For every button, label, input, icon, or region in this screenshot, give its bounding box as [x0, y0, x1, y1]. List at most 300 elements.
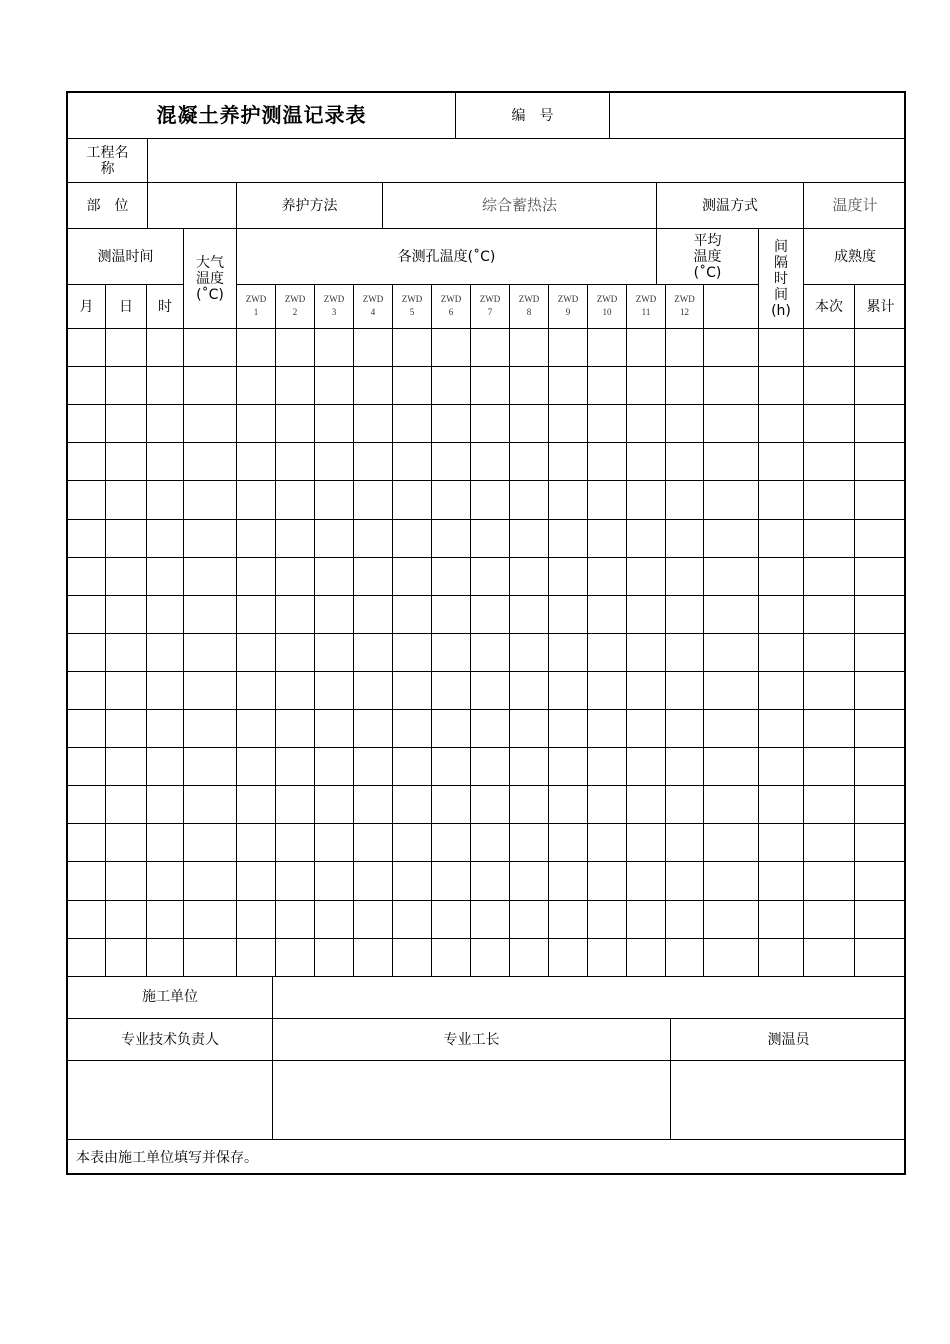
table-cell[interactable] — [759, 596, 804, 634]
table-cell[interactable] — [588, 786, 627, 824]
table-cell[interactable] — [759, 939, 804, 977]
table-cell[interactable] — [315, 481, 354, 520]
table-cell[interactable] — [588, 558, 627, 596]
table-cell[interactable] — [276, 443, 315, 481]
table-cell[interactable] — [237, 329, 276, 367]
table-cell[interactable] — [432, 481, 471, 520]
table-cell[interactable] — [759, 443, 804, 481]
table-cell[interactable] — [237, 367, 276, 405]
table-cell[interactable] — [184, 748, 237, 786]
table-cell[interactable] — [549, 520, 588, 558]
table-cell[interactable] — [393, 786, 432, 824]
table-cell[interactable] — [354, 939, 393, 977]
table-cell[interactable] — [184, 596, 237, 634]
table-cell[interactable] — [237, 939, 276, 977]
table-cell[interactable] — [471, 786, 510, 824]
table-cell[interactable] — [237, 824, 276, 862]
table-cell[interactable] — [549, 786, 588, 824]
table-cell[interactable] — [393, 481, 432, 520]
table-cell[interactable] — [237, 405, 276, 443]
table-cell[interactable] — [627, 786, 666, 824]
table-cell[interactable] — [106, 748, 147, 786]
table-cell[interactable] — [510, 786, 549, 824]
table-cell[interactable] — [432, 672, 471, 710]
table-cell[interactable] — [704, 443, 759, 481]
table-cell[interactable] — [106, 672, 147, 710]
table-cell[interactable] — [804, 596, 855, 634]
table-cell[interactable] — [804, 367, 855, 405]
table-cell[interactable] — [147, 405, 184, 443]
table-cell[interactable] — [627, 862, 666, 901]
recorder-signature[interactable] — [671, 1061, 906, 1140]
table-cell[interactable] — [471, 443, 510, 481]
table-cell[interactable] — [855, 329, 906, 367]
table-cell[interactable] — [627, 405, 666, 443]
table-cell[interactable] — [627, 443, 666, 481]
table-cell[interactable] — [588, 367, 627, 405]
table-cell[interactable] — [68, 786, 106, 824]
table-cell[interactable] — [804, 634, 855, 672]
table-cell[interactable] — [276, 862, 315, 901]
project-name-field[interactable] — [148, 139, 906, 183]
table-cell[interactable] — [588, 748, 627, 786]
table-cell[interactable] — [432, 862, 471, 901]
table-cell[interactable] — [276, 367, 315, 405]
table-cell[interactable] — [147, 329, 184, 367]
table-cell[interactable] — [432, 367, 471, 405]
table-cell[interactable] — [276, 748, 315, 786]
table-cell[interactable] — [184, 405, 237, 443]
table-cell[interactable] — [471, 939, 510, 977]
table-cell[interactable] — [147, 367, 184, 405]
table-cell[interactable] — [666, 558, 704, 596]
table-cell[interactable] — [759, 634, 804, 672]
table-cell[interactable] — [106, 786, 147, 824]
table-cell[interactable] — [354, 710, 393, 748]
table-cell[interactable] — [627, 596, 666, 634]
table-cell[interactable] — [627, 367, 666, 405]
table-cell[interactable] — [804, 824, 855, 862]
table-cell[interactable] — [759, 558, 804, 596]
measure-method-value[interactable]: 温度计 — [804, 183, 906, 229]
table-cell[interactable] — [666, 672, 704, 710]
table-cell[interactable] — [354, 443, 393, 481]
table-cell[interactable] — [471, 596, 510, 634]
table-cell[interactable] — [666, 481, 704, 520]
table-cell[interactable] — [276, 824, 315, 862]
table-cell[interactable] — [471, 672, 510, 710]
table-cell[interactable] — [549, 634, 588, 672]
table-cell[interactable] — [354, 558, 393, 596]
number-field[interactable] — [610, 93, 906, 139]
table-cell[interactable] — [510, 405, 549, 443]
table-cell[interactable] — [627, 481, 666, 520]
table-cell[interactable] — [354, 748, 393, 786]
table-cell[interactable] — [588, 520, 627, 558]
table-cell[interactable] — [432, 939, 471, 977]
table-cell[interactable] — [393, 710, 432, 748]
table-cell[interactable] — [855, 405, 906, 443]
table-cell[interactable] — [106, 901, 147, 939]
table-cell[interactable] — [510, 443, 549, 481]
table-cell[interactable] — [855, 634, 906, 672]
table-cell[interactable] — [106, 710, 147, 748]
table-cell[interactable] — [432, 558, 471, 596]
table-cell[interactable] — [471, 405, 510, 443]
table-cell[interactable] — [471, 481, 510, 520]
table-cell[interactable] — [68, 596, 106, 634]
table-cell[interactable] — [315, 558, 354, 596]
table-cell[interactable] — [106, 329, 147, 367]
table-cell[interactable] — [666, 824, 704, 862]
table-cell[interactable] — [471, 710, 510, 748]
table-cell[interactable] — [588, 405, 627, 443]
table-cell[interactable] — [666, 329, 704, 367]
table-cell[interactable] — [276, 558, 315, 596]
table-cell[interactable] — [627, 710, 666, 748]
table-cell[interactable] — [147, 939, 184, 977]
table-cell[interactable] — [549, 443, 588, 481]
table-cell[interactable] — [184, 329, 237, 367]
table-cell[interactable] — [315, 786, 354, 824]
table-cell[interactable] — [68, 520, 106, 558]
table-cell[interactable] — [855, 824, 906, 862]
table-cell[interactable] — [804, 520, 855, 558]
table-cell[interactable] — [432, 329, 471, 367]
table-cell[interactable] — [106, 558, 147, 596]
table-cell[interactable] — [588, 481, 627, 520]
table-cell[interactable] — [147, 596, 184, 634]
table-cell[interactable] — [68, 710, 106, 748]
table-cell[interactable] — [804, 748, 855, 786]
table-cell[interactable] — [184, 672, 237, 710]
table-cell[interactable] — [759, 710, 804, 748]
table-cell[interactable] — [855, 367, 906, 405]
table-cell[interactable] — [666, 748, 704, 786]
table-cell[interactable] — [237, 481, 276, 520]
table-cell[interactable] — [106, 939, 147, 977]
table-cell[interactable] — [354, 596, 393, 634]
table-cell[interactable] — [106, 367, 147, 405]
table-cell[interactable] — [68, 862, 106, 901]
table-cell[interactable] — [432, 824, 471, 862]
table-cell[interactable] — [759, 901, 804, 939]
table-cell[interactable] — [855, 520, 906, 558]
table-cell[interactable] — [666, 520, 704, 558]
table-cell[interactable] — [804, 329, 855, 367]
table-cell[interactable] — [471, 520, 510, 558]
table-cell[interactable] — [666, 405, 704, 443]
table-cell[interactable] — [471, 558, 510, 596]
table-cell[interactable] — [147, 748, 184, 786]
table-cell[interactable] — [354, 520, 393, 558]
table-cell[interactable] — [184, 939, 237, 977]
position-field[interactable] — [148, 183, 237, 229]
table-cell[interactable] — [588, 939, 627, 977]
table-cell[interactable] — [354, 672, 393, 710]
table-cell[interactable] — [549, 367, 588, 405]
table-cell[interactable] — [549, 596, 588, 634]
table-cell[interactable] — [471, 901, 510, 939]
table-cell[interactable] — [510, 520, 549, 558]
table-cell[interactable] — [276, 672, 315, 710]
table-cell[interactable] — [68, 824, 106, 862]
table-cell[interactable] — [68, 329, 106, 367]
table-cell[interactable] — [393, 520, 432, 558]
table-cell[interactable] — [759, 481, 804, 520]
table-cell[interactable] — [510, 481, 549, 520]
table-cell[interactable] — [315, 443, 354, 481]
table-cell[interactable] — [666, 596, 704, 634]
table-cell[interactable] — [804, 672, 855, 710]
table-cell[interactable] — [471, 824, 510, 862]
table-cell[interactable] — [393, 329, 432, 367]
table-cell[interactable] — [666, 367, 704, 405]
table-cell[interactable] — [666, 710, 704, 748]
table-cell[interactable] — [354, 329, 393, 367]
table-cell[interactable] — [704, 710, 759, 748]
table-cell[interactable] — [471, 748, 510, 786]
table-cell[interactable] — [147, 634, 184, 672]
table-cell[interactable] — [704, 634, 759, 672]
table-cell[interactable] — [276, 901, 315, 939]
table-cell[interactable] — [510, 329, 549, 367]
table-cell[interactable] — [315, 672, 354, 710]
table-cell[interactable] — [147, 443, 184, 481]
table-cell[interactable] — [432, 520, 471, 558]
table-cell[interactable] — [68, 748, 106, 786]
table-cell[interactable] — [627, 329, 666, 367]
table-cell[interactable] — [549, 710, 588, 748]
table-cell[interactable] — [147, 520, 184, 558]
table-cell[interactable] — [147, 710, 184, 748]
table-cell[interactable] — [510, 710, 549, 748]
table-cell[interactable] — [804, 786, 855, 824]
table-cell[interactable] — [68, 634, 106, 672]
table-cell[interactable] — [704, 786, 759, 824]
table-cell[interactable] — [510, 634, 549, 672]
table-cell[interactable] — [276, 634, 315, 672]
table-cell[interactable] — [68, 558, 106, 596]
table-cell[interactable] — [759, 672, 804, 710]
table-cell[interactable] — [276, 520, 315, 558]
table-cell[interactable] — [759, 329, 804, 367]
table-cell[interactable] — [393, 405, 432, 443]
table-cell[interactable] — [759, 862, 804, 901]
table-cell[interactable] — [855, 672, 906, 710]
table-cell[interactable] — [354, 634, 393, 672]
table-cell[interactable] — [549, 748, 588, 786]
table-cell[interactable] — [666, 634, 704, 672]
table-cell[interactable] — [627, 634, 666, 672]
table-cell[interactable] — [704, 405, 759, 443]
table-cell[interactable] — [471, 367, 510, 405]
table-cell[interactable] — [184, 862, 237, 901]
table-cell[interactable] — [759, 520, 804, 558]
table-cell[interactable] — [106, 824, 147, 862]
table-cell[interactable] — [106, 596, 147, 634]
table-cell[interactable] — [68, 481, 106, 520]
table-cell[interactable] — [315, 824, 354, 862]
table-cell[interactable] — [106, 405, 147, 443]
table-cell[interactable] — [393, 443, 432, 481]
table-cell[interactable] — [184, 786, 237, 824]
table-cell[interactable] — [510, 367, 549, 405]
table-cell[interactable] — [855, 786, 906, 824]
foreman-signature[interactable] — [273, 1061, 671, 1140]
table-cell[interactable] — [106, 634, 147, 672]
table-cell[interactable] — [276, 405, 315, 443]
contractor-field[interactable] — [273, 976, 906, 1019]
table-cell[interactable] — [147, 862, 184, 901]
table-cell[interactable] — [627, 901, 666, 939]
curing-method-value[interactable]: 综合蓄热法 — [383, 183, 657, 229]
table-cell[interactable] — [354, 901, 393, 939]
table-cell[interactable] — [704, 901, 759, 939]
table-cell[interactable] — [393, 596, 432, 634]
table-cell[interactable] — [704, 824, 759, 862]
table-cell[interactable] — [666, 862, 704, 901]
table-cell[interactable] — [627, 748, 666, 786]
table-cell[interactable] — [354, 786, 393, 824]
table-cell[interactable] — [804, 901, 855, 939]
table-cell[interactable] — [510, 901, 549, 939]
table-cell[interactable] — [549, 329, 588, 367]
table-cell[interactable] — [704, 939, 759, 977]
table-cell[interactable] — [147, 901, 184, 939]
table-cell[interactable] — [276, 329, 315, 367]
table-cell[interactable] — [855, 862, 906, 901]
table-cell[interactable] — [184, 367, 237, 405]
table-cell[interactable] — [549, 939, 588, 977]
table-cell[interactable] — [276, 786, 315, 824]
table-cell[interactable] — [804, 558, 855, 596]
table-cell[interactable] — [393, 939, 432, 977]
table-cell[interactable] — [147, 786, 184, 824]
table-cell[interactable] — [432, 901, 471, 939]
table-cell[interactable] — [315, 596, 354, 634]
table-cell[interactable] — [588, 443, 627, 481]
table-cell[interactable] — [549, 558, 588, 596]
table-cell[interactable] — [237, 901, 276, 939]
table-cell[interactable] — [237, 862, 276, 901]
table-cell[interactable] — [106, 862, 147, 901]
table-cell[interactable] — [68, 443, 106, 481]
table-cell[interactable] — [704, 596, 759, 634]
table-cell[interactable] — [510, 824, 549, 862]
table-cell[interactable] — [432, 634, 471, 672]
table-cell[interactable] — [549, 672, 588, 710]
table-cell[interactable] — [704, 672, 759, 710]
table-cell[interactable] — [106, 443, 147, 481]
table-cell[interactable] — [549, 901, 588, 939]
table-cell[interactable] — [184, 634, 237, 672]
table-cell[interactable] — [510, 862, 549, 901]
table-cell[interactable] — [704, 558, 759, 596]
table-cell[interactable] — [184, 558, 237, 596]
table-cell[interactable] — [627, 939, 666, 977]
table-cell[interactable] — [315, 748, 354, 786]
table-cell[interactable] — [588, 710, 627, 748]
table-cell[interactable] — [510, 672, 549, 710]
table-cell[interactable] — [184, 824, 237, 862]
table-cell[interactable] — [432, 596, 471, 634]
table-cell[interactable] — [759, 405, 804, 443]
table-cell[interactable] — [237, 520, 276, 558]
table-cell[interactable] — [588, 824, 627, 862]
table-cell[interactable] — [549, 405, 588, 443]
table-cell[interactable] — [704, 520, 759, 558]
table-cell[interactable] — [510, 939, 549, 977]
table-cell[interactable] — [147, 824, 184, 862]
table-cell[interactable] — [627, 558, 666, 596]
table-cell[interactable] — [704, 367, 759, 405]
table-cell[interactable] — [855, 596, 906, 634]
table-cell[interactable] — [184, 481, 237, 520]
table-cell[interactable] — [68, 672, 106, 710]
table-cell[interactable] — [432, 405, 471, 443]
table-cell[interactable] — [510, 748, 549, 786]
table-cell[interactable] — [393, 672, 432, 710]
table-cell[interactable] — [68, 901, 106, 939]
table-cell[interactable] — [147, 672, 184, 710]
table-cell[interactable] — [804, 405, 855, 443]
table-cell[interactable] — [855, 443, 906, 481]
table-cell[interactable] — [393, 634, 432, 672]
table-cell[interactable] — [704, 748, 759, 786]
table-cell[interactable] — [804, 939, 855, 977]
table-cell[interactable] — [666, 939, 704, 977]
table-cell[interactable] — [315, 710, 354, 748]
table-cell[interactable] — [237, 596, 276, 634]
table-cell[interactable] — [627, 672, 666, 710]
table-cell[interactable] — [471, 862, 510, 901]
table-cell[interactable] — [588, 901, 627, 939]
table-cell[interactable] — [354, 824, 393, 862]
table-cell[interactable] — [393, 824, 432, 862]
table-cell[interactable] — [855, 901, 906, 939]
table-cell[interactable] — [549, 824, 588, 862]
table-cell[interactable] — [184, 520, 237, 558]
table-cell[interactable] — [237, 710, 276, 748]
table-cell[interactable] — [354, 862, 393, 901]
table-cell[interactable] — [855, 939, 906, 977]
table-cell[interactable] — [704, 329, 759, 367]
table-cell[interactable] — [237, 672, 276, 710]
table-cell[interactable] — [237, 443, 276, 481]
table-cell[interactable] — [759, 824, 804, 862]
table-cell[interactable] — [354, 481, 393, 520]
table-cell[interactable] — [432, 748, 471, 786]
table-cell[interactable] — [855, 710, 906, 748]
table-cell[interactable] — [276, 710, 315, 748]
table-cell[interactable] — [147, 481, 184, 520]
table-cell[interactable] — [68, 405, 106, 443]
table-cell[interactable] — [627, 824, 666, 862]
table-cell[interactable] — [315, 901, 354, 939]
table-cell[interactable] — [855, 558, 906, 596]
table-cell[interactable] — [855, 748, 906, 786]
table-cell[interactable] — [315, 520, 354, 558]
table-cell[interactable] — [759, 786, 804, 824]
table-cell[interactable] — [588, 596, 627, 634]
table-cell[interactable] — [106, 520, 147, 558]
table-cell[interactable] — [237, 748, 276, 786]
table-cell[interactable] — [315, 939, 354, 977]
table-cell[interactable] — [804, 443, 855, 481]
table-cell[interactable] — [804, 481, 855, 520]
table-cell[interactable] — [184, 443, 237, 481]
